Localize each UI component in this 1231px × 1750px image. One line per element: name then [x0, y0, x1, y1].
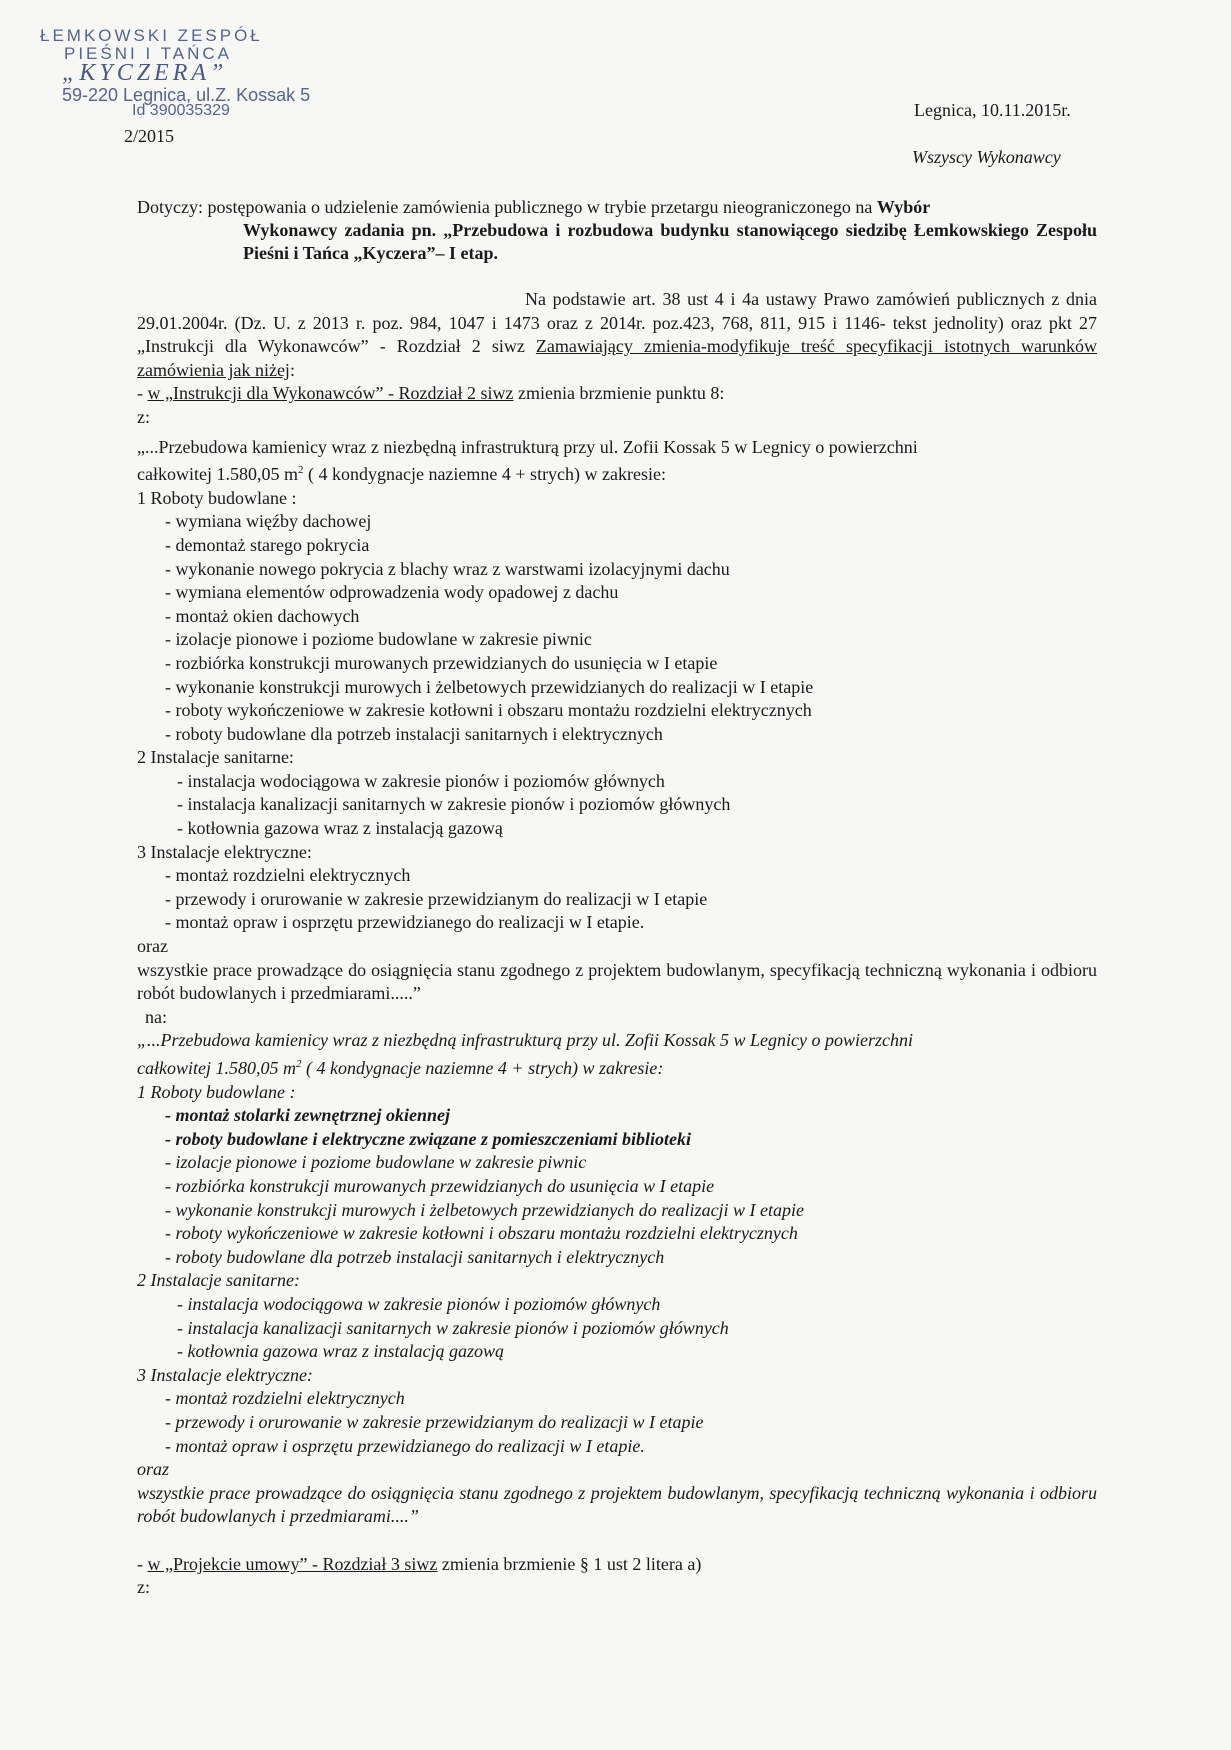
- subject-prefix: Dotyczy: postępowania o udzielenie zamówienia publicznego w trybie przetargu nieograniczonego na: [137, 197, 877, 217]
- new-closing: wszystkie prace prowadzące do osiągnięcia stanu zgodnego z projektem budowlanym, specyfikacją techniczną wykonania i odbioru robót budowlanych i przedmiarami....”: [137, 1482, 1097, 1527]
- list-item: - instalacja wodociągowa w zakresie pionów i poziomów głównych: [177, 1293, 661, 1314]
- old-intro-text-1: „...Przebudowa kamienicy wraz z niezbędną infrastrukturą przy ul. Zofii Kossak 5 w Legnicy o powierzchni: [137, 436, 918, 457]
- new-section-3-list: [137, 1387, 1097, 1458]
- list-item: - instalacja kanalizacji sanitarnych w zakresie pionów i poziomów głównych: [177, 1317, 729, 1338]
- intro-colon: :: [289, 359, 295, 380]
- list-item: - montaż opraw i osprzętu przewidzianego do realizacji w I etapie.: [165, 912, 645, 933]
- stamp-line-2: PIEŚNI I TAŃCA: [64, 44, 232, 63]
- new-section-2-list: [137, 1293, 1097, 1364]
- na-label: na:: [145, 1006, 167, 1027]
- list-item: - roboty wykończeniowe w zakresie kotłowni i obszaru montażu rozdzielni elektrycznych: [165, 1223, 798, 1244]
- document-body: [137, 288, 1097, 1600]
- change-2-rest: zmienia brzmienie § 1 ust 2 litera a): [437, 1553, 702, 1574]
- new-intro-line-2: [137, 1053, 1097, 1081]
- new-intro-text-3: ( 4 kondygnacje naziemne 4 + strych) w zakresie:: [301, 1058, 664, 1078]
- old-intro-text-2: całkowitej 1.580,05 m: [137, 464, 298, 485]
- list-item: - instalacja kanalizacji sanitarnych w zakresie pionów i poziomów głównych: [177, 794, 731, 815]
- old-intro-text-3: ( 4 kondygnacje naziemne 4 + strych) w zakresie:: [303, 464, 666, 485]
- new-intro-sup: 2: [295, 1058, 302, 1070]
- subject-paragraph: [137, 196, 1097, 265]
- list-item: - rozbiórka konstrukcji murowanych przewidzianych do usunięcia w I etapie: [165, 652, 718, 673]
- list-item: - demontaż starego pokrycia: [165, 534, 370, 555]
- change-2-z: z:: [137, 1577, 150, 1598]
- organization-stamp: [40, 26, 370, 120]
- list-item: - rozbiórka konstrukcji murowanych przewidzianych do usunięcia w I etapie: [165, 1175, 715, 1196]
- list-item: - wykonanie konstrukcji murowych i żelbetowych przewidzianych do realizacji w I etapie: [165, 676, 814, 697]
- list-item: - montaż rozdzielni elektrycznych: [165, 1388, 405, 1409]
- list-item: - kotłownia gazowa wraz z instalacją gazową: [177, 818, 503, 839]
- list-item: - montaż okien dachowych: [165, 605, 360, 626]
- list-item: - montaż opraw i osprzętu przewidzianego do realizacji w I etapie.: [165, 1435, 645, 1456]
- list-item: - izolacje pionowe i poziome budowlane w zakresie piwnic: [165, 629, 592, 650]
- change-2-line: [137, 1553, 1097, 1577]
- subject-bold-start: Wybór: [876, 197, 931, 217]
- old-intro-line-1: [137, 436, 1097, 460]
- change-1-rest: zmienia brzmienie punktu 8:: [513, 383, 725, 404]
- list-item: - montaż rozdzielni elektrycznych: [165, 865, 411, 886]
- change-1-dash: -: [137, 383, 148, 404]
- new-section-3-title: 3 Instalacje elektryczne:: [137, 1364, 313, 1385]
- old-section-1-title: 1 Roboty budowlane :: [137, 487, 297, 508]
- list-item: - wymiana elementów odprowadzenia wody opadowej z dachu: [165, 582, 619, 603]
- new-intro-text-2: całkowitej 1.580,05 m: [137, 1058, 296, 1078]
- stamp-line-4: 59-220 Legnica, ul.Z. Kossak 5: [62, 85, 311, 105]
- change-2-reference: w „Projekcie umowy” - Rozdział 3 siwz: [147, 1553, 438, 1574]
- old-section-2-title: 2 Instalacje sanitarne:: [137, 747, 294, 768]
- list-item: - przewody i orurowanie w zakresie przewidzianym do realizacji w I etapie: [165, 1411, 704, 1432]
- place-date: Legnica, 10.11.2015r.: [914, 100, 1071, 120]
- intro-underlined: Zamawiający zmienia-modyfikuje treść specyfikacji istotnych warunków zamówienia jak niżej: [137, 336, 1097, 380]
- new-section-2-title: 2 Instalacje sanitarne:: [137, 1270, 300, 1291]
- old-section-3-list: [137, 864, 1097, 935]
- list-item: - roboty budowlane dla potrzeb instalacji sanitarnych i elektrycznych: [165, 1246, 665, 1267]
- change-1-line: [137, 382, 1097, 406]
- new-section-1-bold-list: [137, 1104, 1097, 1151]
- old-section-2-list: [137, 770, 1097, 841]
- change-1-reference: w „Instrukcji dla Wykonawców” - Rozdział 2 siwz: [147, 383, 514, 404]
- new-intro-line-1: [137, 1029, 1097, 1053]
- addressee: Wszyscy Wykonawcy: [912, 147, 1061, 167]
- old-intro-line-2: [137, 459, 1097, 487]
- subject-bold-rest: Wykonawcy zadania pn. „Przebudowa i rozbudowa budynku stanowiącego siedzibę Łemkowskiego Zespołu Pieśni i Tańca „Kyczera”– I etap.: [243, 220, 1097, 263]
- reference-number: 2/2015: [124, 126, 175, 146]
- list-item: - roboty budowlane dla potrzeb instalacji sanitarnych i elektrycznych: [165, 723, 663, 744]
- old-section-1-list: [137, 510, 1097, 746]
- change-2-dash: -: [137, 1553, 148, 1574]
- list-item: - kotłownia gazowa wraz z instalacją gazową: [177, 1341, 505, 1362]
- new-intro-text-1: „...Przebudowa kamienicy wraz z niezbędną infrastrukturą przy ul. Zofii Kossak 5 w Legnicy o powierzchni: [137, 1030, 913, 1051]
- change-1-z: z:: [137, 406, 150, 427]
- list-item: - instalacja wodociągowa w zakresie pionów i poziomów głównych: [177, 770, 665, 791]
- intro-text: Na podstawie art. 38 ust 4 i 4a ustawy Prawo zamówień publicznych z dnia 29.01.2004r. (Dz. U. z 2013 r. poz. 984, 1047 i 1473 oraz z 2014r. poz.423, 768, 811, 915 i 1146- tekst jednolity) oraz pkt 27 „Instrukcji dla Wykonawców” - Rozdział 2 siwz: [137, 289, 1097, 357]
- list-item: - wykonanie nowego pokrycia z blachy wraz z warstwami izolacyjnymi dachu: [165, 558, 730, 579]
- stamp-line-5: Id 390035329: [132, 102, 230, 119]
- list-item: - roboty budowlane i elektryczne związane z pomieszczeniami biblioteki: [165, 1128, 691, 1149]
- new-version-block: [137, 1029, 1097, 1528]
- old-closing: wszystkie prace prowadzące do osiągnięcia stanu zgodnego z projektem budowlanym, specyfikacją techniczną wykonania i odbioru robót budowlanych i przedmiarami.....”: [137, 959, 1097, 1004]
- old-section-3-title: 3 Instalacje elektryczne:: [137, 841, 312, 862]
- stamp-line-1: ŁEMKOWSKI ZESPÓŁ: [40, 26, 263, 45]
- old-oraz: oraz: [137, 936, 168, 957]
- new-oraz: oraz: [137, 1459, 170, 1480]
- list-item: - przewody i orurowanie w zakresie przewidzianym do realizacji w I etapie: [165, 888, 708, 909]
- stamp-line-3: „KYCZERA”: [62, 60, 228, 86]
- list-item: - roboty wykończeniowe w zakresie kotłowni i obszaru montażu rozdzielni elektrycznych: [165, 700, 812, 721]
- list-item: - izolacje pionowe i poziome budowlane w zakresie piwnic: [165, 1152, 587, 1173]
- list-item: - wymiana więźby dachowej: [165, 511, 372, 532]
- list-item: - wykonanie konstrukcji murowych i żelbetowych przewidzianych do realizacji w I etapie: [165, 1199, 805, 1220]
- list-item: - montaż stolarki zewnętrznej okiennej: [165, 1105, 451, 1126]
- intro-paragraph: [137, 288, 1097, 382]
- new-section-1-list: [137, 1151, 1097, 1269]
- old-intro-sup: 2: [297, 464, 304, 477]
- new-section-1-title: 1 Roboty budowlane :: [137, 1081, 296, 1102]
